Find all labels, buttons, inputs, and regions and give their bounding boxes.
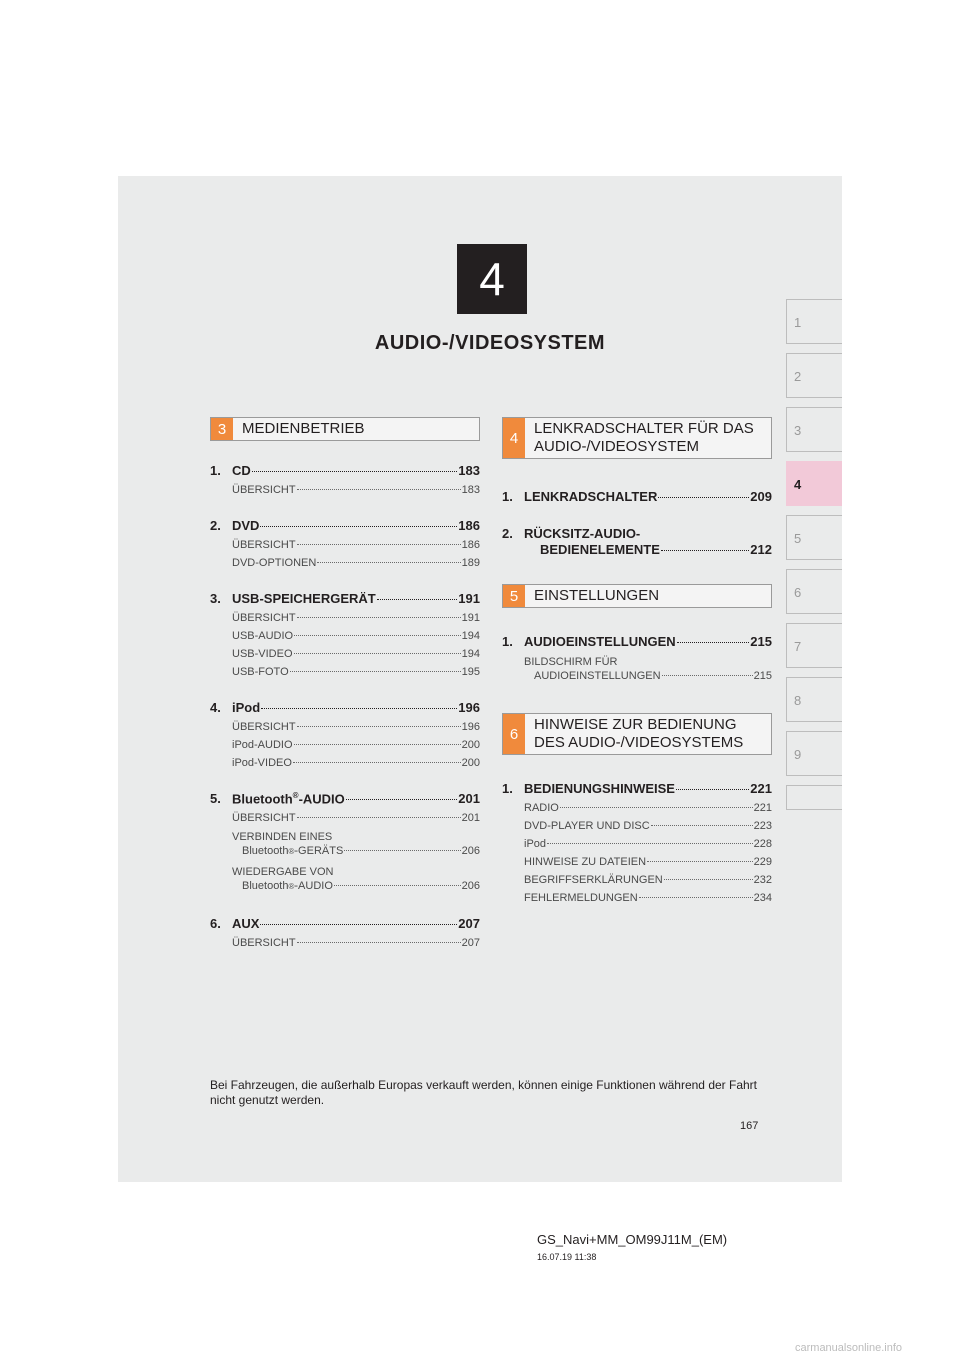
imprint: GS_Navi+MM_OM99J11M_(EM)	[537, 1232, 728, 1247]
toc-left-column	[210, 417, 480, 949]
toc-sub-entry[interactable]: ÜBERSICHT 207	[232, 937, 480, 950]
toc-sub-entry[interactable]: ÜBERSICHT 186	[232, 539, 480, 551]
toc-sub-entry[interactable]: ÜBERSICHT 191	[232, 612, 480, 624]
toc-entry-usb[interactable]: 3. USB-SPEICHERGERÄT 191	[210, 591, 480, 606]
section-number: 3	[211, 418, 233, 440]
footnote: Bei Fahrzeugen, die außerhalb Europas verkauft werden, können einige Funktionen während der Fahrt nicht genutzt werden.	[210, 1078, 758, 1107]
toc-sub-entry[interactable]: DVD-OPTIONEN 189	[232, 557, 480, 569]
section-title: HINWEISE ZUR BEDIENUNG DES AUDIO-/VIDEOSYSTEMS	[534, 716, 744, 751]
toc-entry-audioeinstellungen[interactable]: 1. AUDIOEINSTELLUNGEN 215	[502, 634, 772, 649]
toc-sub-entry[interactable]: VERBINDEN EINES Bluetooth ® -GERÄTS 206	[232, 831, 480, 858]
toc-entry-aux[interactable]: 6. AUX 207	[210, 916, 480, 932]
section-number: 5	[503, 585, 525, 607]
toc-sub-entry[interactable]: RADIO 221	[524, 802, 772, 814]
section-header-3	[210, 417, 480, 441]
toc-sub-entry[interactable]: USB-VIDEO 194	[232, 648, 480, 660]
tab-3[interactable]: 3	[786, 407, 842, 452]
tab-9[interactable]: 9	[786, 731, 842, 776]
toc-sub-entry[interactable]: FEHLERMELDUNGEN 234	[524, 892, 772, 904]
section-header-6	[502, 713, 772, 755]
toc-sub-entry[interactable]: ÜBERSICHT 201	[232, 812, 480, 825]
toc-entry-cd[interactable]: 1. CD 183	[210, 463, 480, 478]
toc-sub-entry[interactable]: DVD-PLAYER UND DISC 223	[524, 820, 772, 832]
section-number: 4	[503, 418, 525, 458]
chapter-number-box: 4	[457, 244, 527, 314]
section-title: EINSTELLUNGEN	[534, 587, 660, 604]
chapter-title: AUDIO-/VIDEOSYSTEM	[374, 332, 606, 354]
toc-sub-entry[interactable]: ÜBERSICHT 196	[232, 721, 480, 733]
tab-7[interactable]: 7	[786, 623, 842, 668]
tab-2[interactable]: 2	[786, 353, 842, 398]
toc-right-column	[502, 417, 772, 904]
section-header-5	[502, 584, 772, 608]
toc-sub-entry[interactable]: iPod-VIDEO 200	[232, 757, 480, 769]
toc-sub-entry[interactable]: BEGRIFFSERKLÄRUNGEN 232	[524, 874, 772, 886]
toc-entry-bedienungshinweise[interactable]: 1. BEDIENUNGSHINWEISE 221	[502, 781, 772, 796]
toc-sub-entry[interactable]: iPod 228	[524, 838, 772, 850]
toc-sub-entry[interactable]: WIEDERGABE VON Bluetooth ® -AUDIO 206	[232, 866, 480, 893]
tab-8[interactable]: 8	[786, 677, 842, 722]
toc-sub-entry[interactable]: iPod-AUDIO 200	[232, 739, 480, 751]
toc-sub-entry[interactable]: USB-FOTO 195	[232, 666, 480, 678]
toc-sub-entry[interactable]: USB-AUDIO 194	[232, 630, 480, 642]
tab-5[interactable]: 5	[786, 515, 842, 560]
toc-sub-entry[interactable]: HINWEISE ZU DATEIEN 229	[524, 856, 772, 868]
section-number: 6	[503, 714, 525, 754]
tab-4[interactable]: 4	[786, 461, 842, 506]
section-header-4	[502, 417, 772, 459]
tab-1[interactable]: 1	[786, 299, 842, 344]
page-number: 167	[740, 1120, 759, 1132]
toc-sub-entry[interactable]: ÜBERSICHT 183	[232, 484, 480, 496]
toc-entry-ipod[interactable]: 4. iPod 196	[210, 700, 480, 715]
toc-sub-entry[interactable]: BILDSCHIRM FÜR AUDIOEINSTELLUNGEN 215	[524, 656, 772, 682]
toc-entry-ruecksitz[interactable]: 2. RÜCKSITZ-AUDIO- BEDIENELEMENTE 212	[502, 526, 772, 557]
section-title: MEDIENBETRIEB	[242, 420, 365, 437]
tab-6[interactable]: 6	[786, 569, 842, 614]
chapter-tabs	[786, 299, 842, 819]
toc-entry-bluetooth-audio[interactable]: 5. Bluetooth®-AUDIO 201	[210, 791, 480, 807]
imprint-date: 16.07.19 11:38	[537, 1252, 597, 1262]
toc-entry-lenkradschalter[interactable]: 1. LENKRADSCHALTER 209	[502, 489, 772, 504]
watermark: carmanualsonline.info	[795, 1342, 903, 1354]
toc-entry-dvd[interactable]: 2. DVD 186	[210, 518, 480, 533]
tab-blank	[786, 785, 842, 810]
section-title: LENKRADSCHALTER FÜR DAS AUDIO-/VIDEOSYSTEM	[534, 420, 754, 455]
